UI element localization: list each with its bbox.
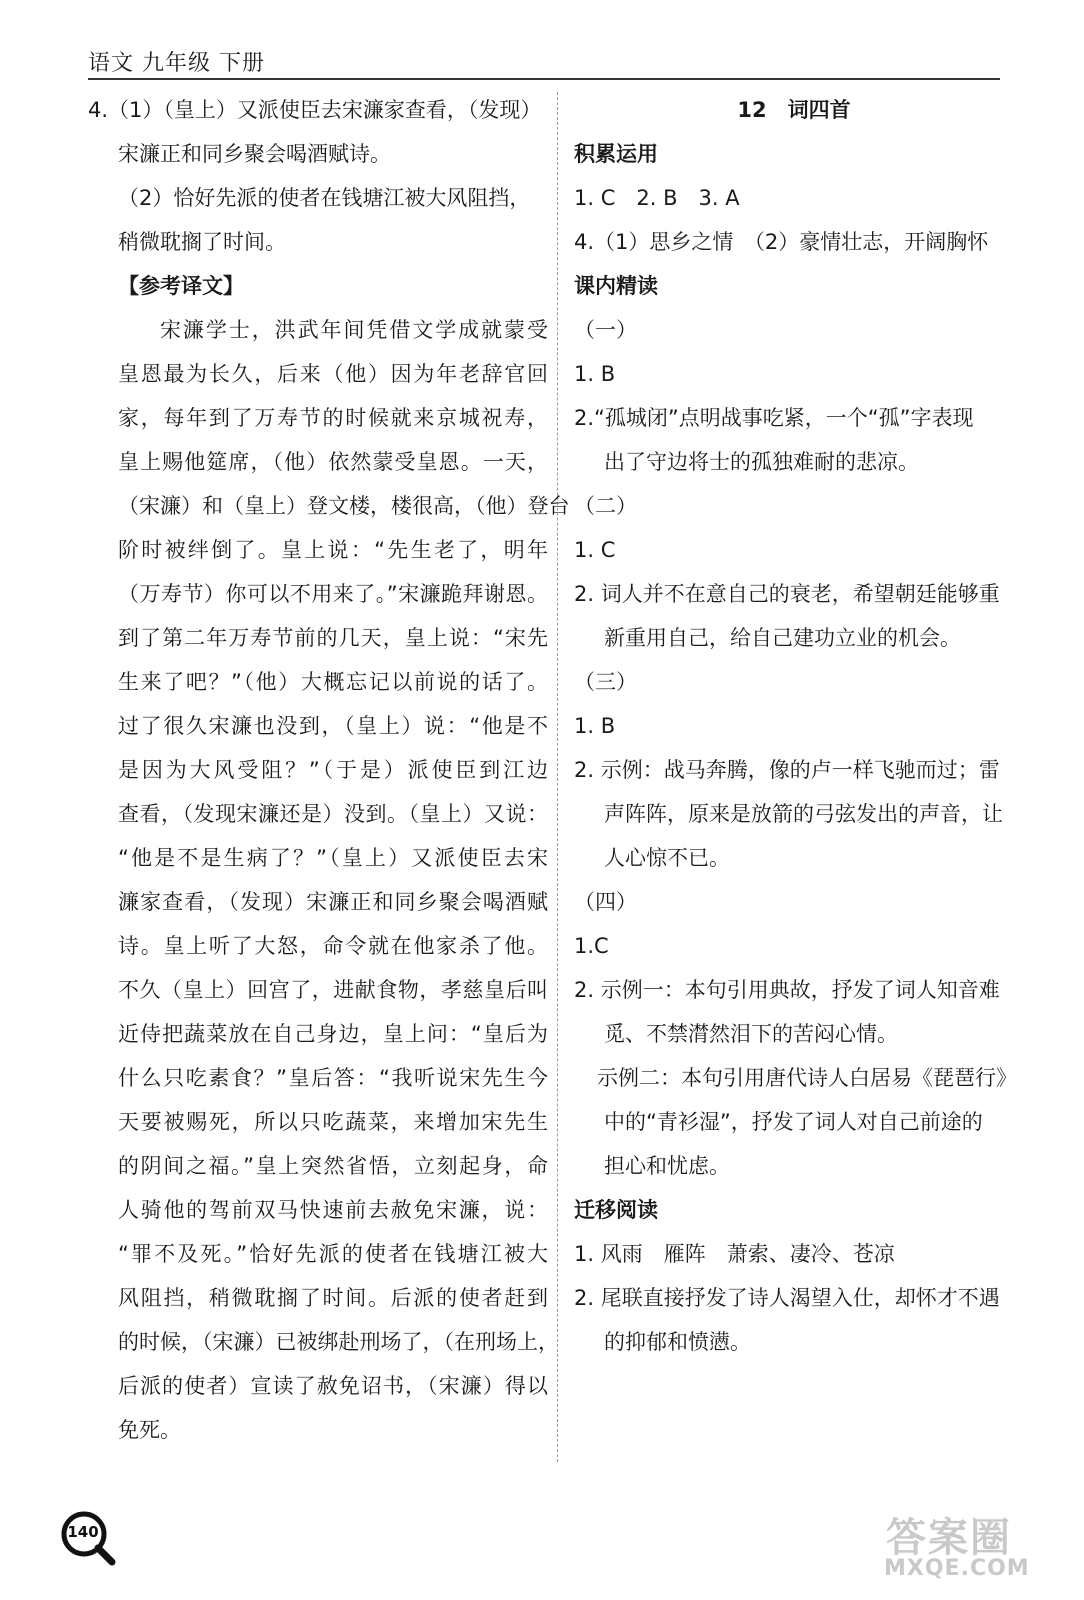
translation-line: 免死。 (118, 1418, 181, 1442)
answer-line: 的抑郁和愤懑。 (604, 1330, 751, 1354)
translation-line: 近侍把蔬菜放在自己身边，皇上问：“皇后为 (118, 1022, 548, 1046)
translation-line: 濂家查看，（发现）宋濂正和同乡聚会喝酒赋 (118, 890, 548, 914)
answer-line: 1. 风雨 雁阵 萧索、凄冷、苍凉 (574, 1242, 895, 1266)
reference-translation (88, 308, 570, 1452)
answer-line: （三） (574, 670, 637, 694)
q4-line-2: 宋濂正和同乡聚会喝酒赋诗。 (118, 142, 391, 166)
answer-line: 示例二：本句引用唐代诗人白居易《琵琶行》 (597, 1066, 1017, 1090)
watermark-url: MXQE.COM (884, 1556, 1030, 1581)
answer-line: 1. B (574, 362, 616, 386)
answer-line: 声阵阵，原来是放箭的弓弦发出的声音，让 (604, 802, 1003, 826)
translation-line: “他是不是生病了？”（皇上）又派使臣去宋 (118, 846, 548, 870)
translation-line: （万寿节）你可以不用来了。”宋濂跪拜谢恩。 (118, 582, 548, 606)
watermark-text: 答案圈 (886, 1515, 1012, 1561)
answer-line: 2. 词人并不在意自己的衰老，希望朝廷能够重 (574, 582, 1000, 606)
translation-line: “罪不及死。”恰好先派的使者在钱塘江被大 (118, 1242, 548, 1266)
translation-line: 不久（皇上）回宫了，进献食物，孝慈皇后叫 (118, 978, 548, 1002)
answer-line: 人心惊不已。 (604, 846, 730, 870)
translation-line: 的阴间之福。”皇上突然省悟，立刻起身，命 (118, 1154, 548, 1178)
q4-line-1: 4.（1）（皇上）又派使臣去宋濂家查看，（发现） (88, 98, 542, 122)
q4-line-3: （2）恰好先派的使者在钱塘江被大风阻挡， (118, 186, 531, 210)
translation-line: 天要被赐死，所以只吃蔬菜，来增加宋先生 (118, 1110, 548, 1134)
answer-line: （二） (574, 494, 637, 518)
translation-line: 风阻挡，稍微耽搁了时间。后派的使者赶到 (118, 1286, 548, 1310)
watermark (876, 1506, 1066, 1586)
translation-line: 后派的使者）宣读了赦免诏书，（宋濂）得以 (118, 1374, 548, 1398)
page-header (88, 44, 1000, 80)
translation-line: 到了第二年万寿节前的几天，皇上说：“宋先 (118, 626, 548, 650)
answer-line: 1. B (574, 714, 616, 738)
answer-line: 2. 示例一：本句引用典故，抒发了词人知音难 (574, 978, 1000, 1002)
column-divider (557, 92, 558, 1462)
answer-line: 新重用自己，给自己建功立业的机会。 (604, 626, 961, 650)
translation-line: 什么只吃素食？”皇后答：“我听说宋先生今 (118, 1066, 548, 1090)
page-number: 140 (67, 1523, 99, 1541)
answer-line: 担心和忧虑。 (604, 1154, 730, 1178)
section-heading: 课内精读 (574, 274, 658, 298)
translation-line: 是因为大风受阻？”（于是）派使臣到江边 (118, 758, 548, 782)
q4-line-4: 稍微耽搁了时间。 (118, 230, 286, 254)
header-title: 语文 九年级 下册 (88, 51, 265, 76)
left-column (88, 88, 570, 1452)
right-column (574, 88, 1017, 1364)
translation-line: （宋濂）和（皇上）登文楼，楼很高，（他）登台 (118, 494, 570, 518)
translation-line: 过了很久宋濂也没到，（皇上）说：“他是不 (118, 714, 548, 738)
answer-line: 觅、不禁潸然泪下的苦闷心情。 (604, 1022, 898, 1046)
section-heading: 积累运用 (574, 142, 658, 166)
translation-line: 诗。皇上听了大怒，命令就在他家杀了他。 (118, 934, 548, 958)
translation-line: 人骑他的驾前双马快速前去赦免宋濂，说： (118, 1198, 548, 1222)
translation-line: 阶时被绊倒了。皇上说：“先生老了，明年 (118, 538, 548, 562)
translation-line: 宋濂学士，洪武年间凭借文学成就蒙受 (160, 318, 548, 342)
answer-line: 4.（1）思乡之情 （2）豪情壮志，开阔胸怀 (574, 230, 989, 254)
answer-line: 1.C (574, 934, 609, 958)
translation-line: 皇恩最为长久，后来（他）因为年老辞官回 (118, 362, 548, 386)
translation-line: 家，每年到了万寿节的时候就来京城祝寿， (118, 406, 548, 430)
answer-line: 2. 尾联直接抒发了诗人渴望入仕，却怀才不遇 (574, 1286, 1000, 1310)
answer-line: （四） (574, 890, 637, 914)
answer-list (574, 132, 1017, 1364)
translation-line: 查看，（发现宋濂还是）没到。（皇上）又说： (118, 802, 548, 826)
reference-translation-title: 【参考译文】 (118, 274, 244, 298)
answer-line: 出了守边将士的孤独难耐的悲凉。 (604, 450, 919, 474)
page-number-badge (60, 1510, 110, 1560)
answer-line: 中的“青衫湿”，抒发了词人对自己前途的 (604, 1110, 983, 1134)
chapter-title: 12 词四首 (737, 98, 851, 122)
answer-line: 1. C 2. B 3. A (574, 186, 740, 210)
section-heading: 迁移阅读 (574, 1198, 658, 1222)
answer-line: 1. C (574, 538, 616, 562)
translation-line: 皇上赐他筵席，（他）依然蒙受皇恩。一天， (118, 450, 548, 474)
translation-line: 的时候，（宋濂）已被绑赴刑场了，（在刑场上， (118, 1330, 559, 1354)
translation-line: 生来了吧？”（他）大概忘记以前说的话了。 (118, 670, 548, 694)
answer-line: （一） (574, 318, 637, 342)
answer-line: 2.“孤城闭”点明战事吃紧，一个“孤”字表现 (574, 406, 974, 430)
answer-line: 2. 示例：战马奔腾，像的卢一样飞驰而过；雷 (574, 758, 1000, 782)
